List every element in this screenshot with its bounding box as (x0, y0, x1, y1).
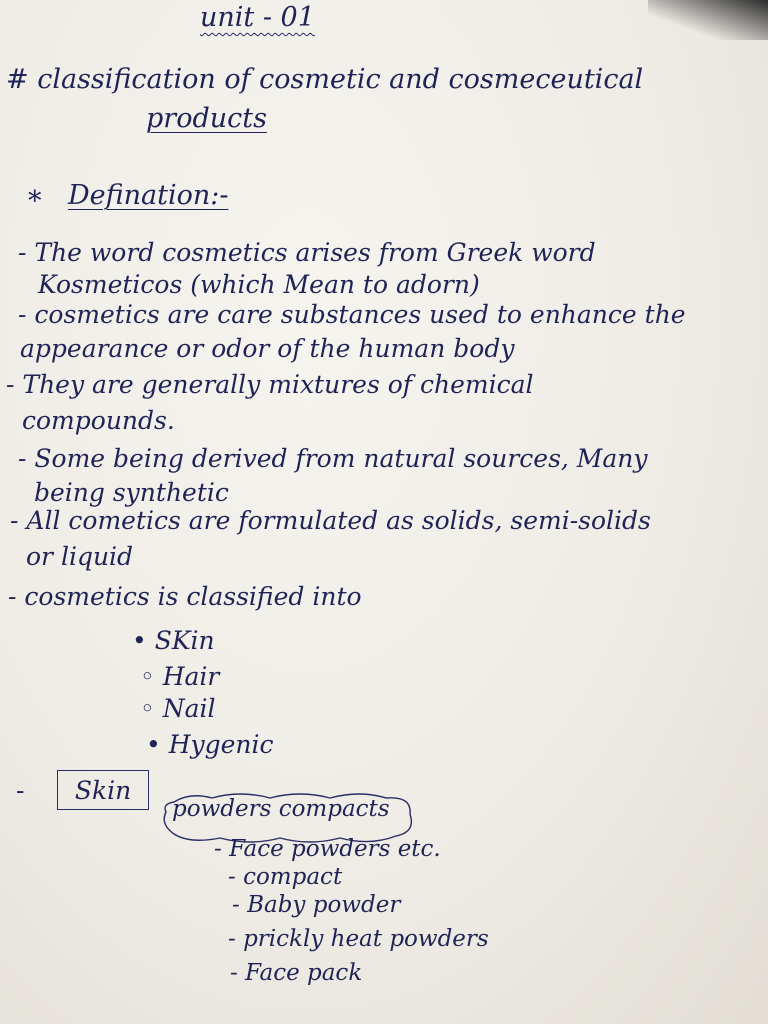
text-line: compounds. (22, 406, 175, 435)
bullet-label: Nail (162, 694, 216, 723)
text-line: - The word cosmetics arises from Greek word (18, 238, 596, 267)
definition-label: Defination:- (68, 180, 229, 211)
text-line: or liquid (26, 542, 134, 571)
text-line: being synthetic (34, 478, 229, 507)
bullet-label: Hair (162, 662, 220, 691)
text-line: - cosmetics is classified into (8, 582, 362, 611)
skin-box-label: Skin (74, 775, 132, 805)
sub-item: - Face pack (230, 960, 363, 986)
sub-item: - Face powders etc. (214, 836, 441, 862)
text-line: Kosmeticos (which Mean to adorn) (38, 270, 480, 299)
sub-item: - prickly heat powders (228, 926, 489, 952)
main-heading-line1: # classification of cosmetic and cosmeceutical (6, 64, 644, 95)
asterisk-marker: * (28, 186, 42, 217)
bullet-label: SKin (154, 626, 215, 655)
bullet-item: ◦ Hair (140, 662, 220, 691)
page-shadow (648, 0, 768, 40)
text-line: - Some being derived from natural sources, Many (18, 444, 648, 473)
cloud-label: powders compacts (172, 796, 390, 822)
main-heading-line2: products (146, 103, 267, 134)
skin-dash: - (16, 776, 25, 805)
text-line: - cosmetics are care substances used to enhance the (18, 300, 686, 329)
sub-item: - compact (228, 864, 343, 890)
bullet-item: • Hygenic (146, 730, 274, 759)
bullet-label: Hygenic (168, 730, 274, 759)
page-title: unit - 01 (200, 2, 315, 33)
sub-item: - Baby powder (232, 892, 401, 918)
bullet-item: • SKin (132, 626, 215, 655)
text-line: appearance or odor of the human body (20, 334, 515, 363)
text-line: - They are generally mixtures of chemical (6, 370, 534, 399)
text-line: - All cometics are formulated as solids, semi-solids (10, 506, 651, 535)
bullet-item: ◦ Nail (140, 694, 216, 723)
skin-box (57, 770, 149, 810)
